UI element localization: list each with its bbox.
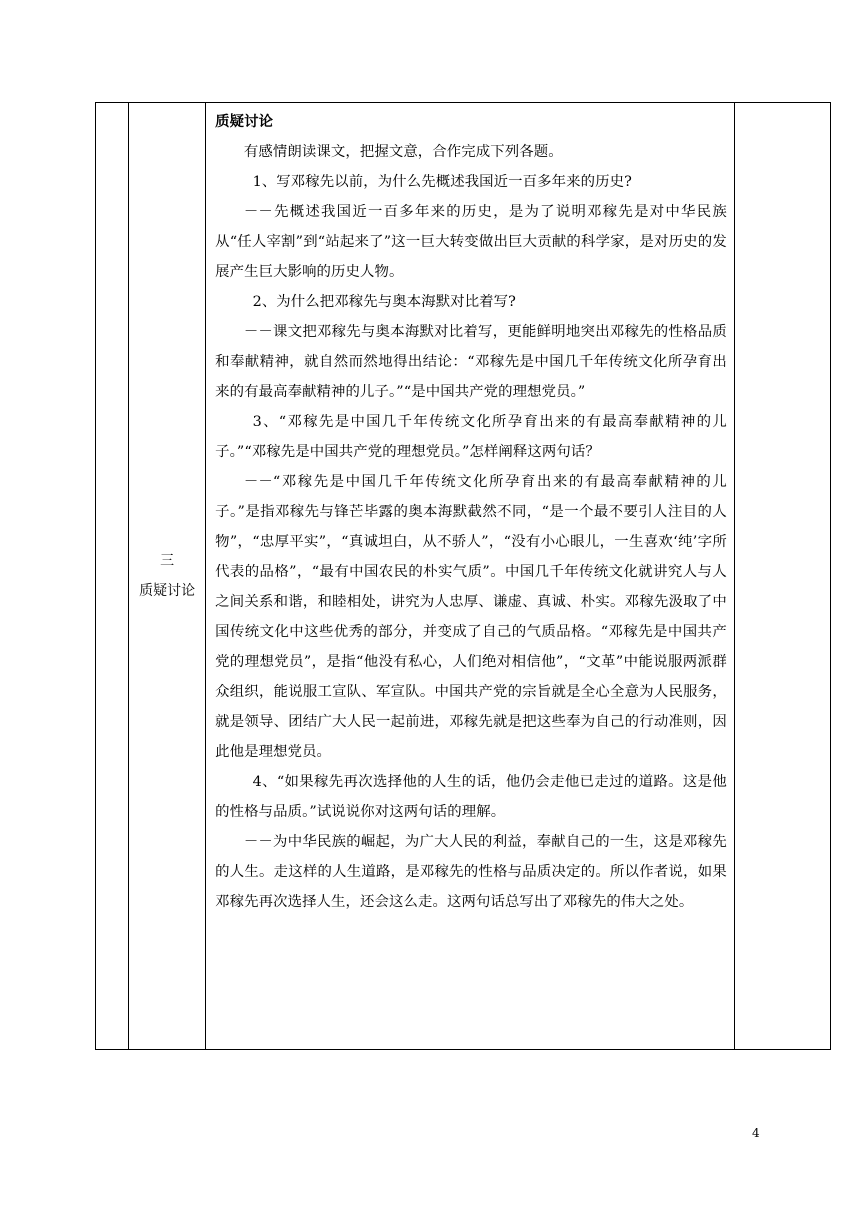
section-number: 三 — [160, 553, 175, 569]
blank-left-cell — [96, 103, 129, 1050]
content-cell — [206, 103, 735, 1050]
answer-3: －－“邓稼先是中国几千年传统文化所孕育出来的有最高奉献精神的儿子。”是指邓稼先与锋芒毕露的奥本海默截然不同，“是一个最不要引人注目的人物”，“忠厚平实”，“真诚坦白，从不骄人”，“没有小心眼儿，一生喜欢‘纯’字所代表的品格”，“最有中国农民的朴实气质”。中国几千年传统文化就讲究人与人之间关系和谐，和睦相处，讲究为人忠厚、谦虚、真诚、朴实。邓稼先汲取了中国传统文化中这些优秀的部分，并变成了自己的气质品格。“邓稼先是中国共产党的理想党员”，是指“他没有私心，人们绝对相信他”，“文革”中能说服两派群众组织，能说服工宣队、军宣队。中国共产党的宗旨就是全心全意为人民服务，就是领导、团结广大人民一起前进，邓稼先就是把这些奉为自己的行动准则，因此他是理想党员。 — [215, 474, 727, 760]
table-row — [96, 103, 831, 1050]
intro-paragraph: 有感情朗读课文，把握文意，合作完成下列各题。 — [243, 144, 563, 160]
answer-2: －－课文把邓稼先与奥本海默对比着写，更能鲜明地突出邓稼先的性格品质和奉献精神，就自然而然地得出结论：“邓稼先是中国几千年传统文化所孕育出来的有最高奉献精神的儿子。”“是中国共产党的理想党员。” — [215, 324, 727, 400]
section-cell — [129, 103, 206, 1050]
lesson-table — [95, 102, 831, 1050]
question-3: 3、“邓稼先是中国几千年传统文化所孕育出来的有最高奉献精神的儿子。”“邓稼先是中国共产党的理想党员。”怎样阐释这两句话？ — [215, 414, 727, 460]
blank-right-cell — [734, 103, 830, 1050]
answer-1: －－先概述我国近一百多年来的历史，是为了说明邓稼先是对中华民族从“任人宰割”到“站起来了”这一巨大转变做出巨大贡献的科学家，是对历史的发展产生巨大影响的历史人物。 — [215, 204, 727, 280]
content-heading: 质疑讨论 — [215, 113, 274, 130]
question-1: 1、写邓稼先以前，为什么先概述我国近一百多年来的历史? — [252, 174, 632, 190]
answer-4: －－为中华民族的崛起，为广大人民的利益，奉献自己的一生，这是邓稼先的人生。走这样的人生道路，是邓稼先的性格与品质决定的。所以作者说，如果邓稼先再次选择人生，还会这么走。这两句话总写出了邓稼先的伟大之处。 — [215, 834, 727, 910]
question-4: 4、“如果稼先再次选择他的人生的话，他仍会走他已走过的道路。这是他的性格与品质。”试说说你对这两句话的理解。 — [215, 774, 727, 820]
question-2: 2、为什么把邓稼先与奥本海默对比着写? — [252, 294, 516, 310]
section-label: 质疑讨论 — [139, 583, 196, 599]
page-number: 4 — [752, 1126, 760, 1140]
